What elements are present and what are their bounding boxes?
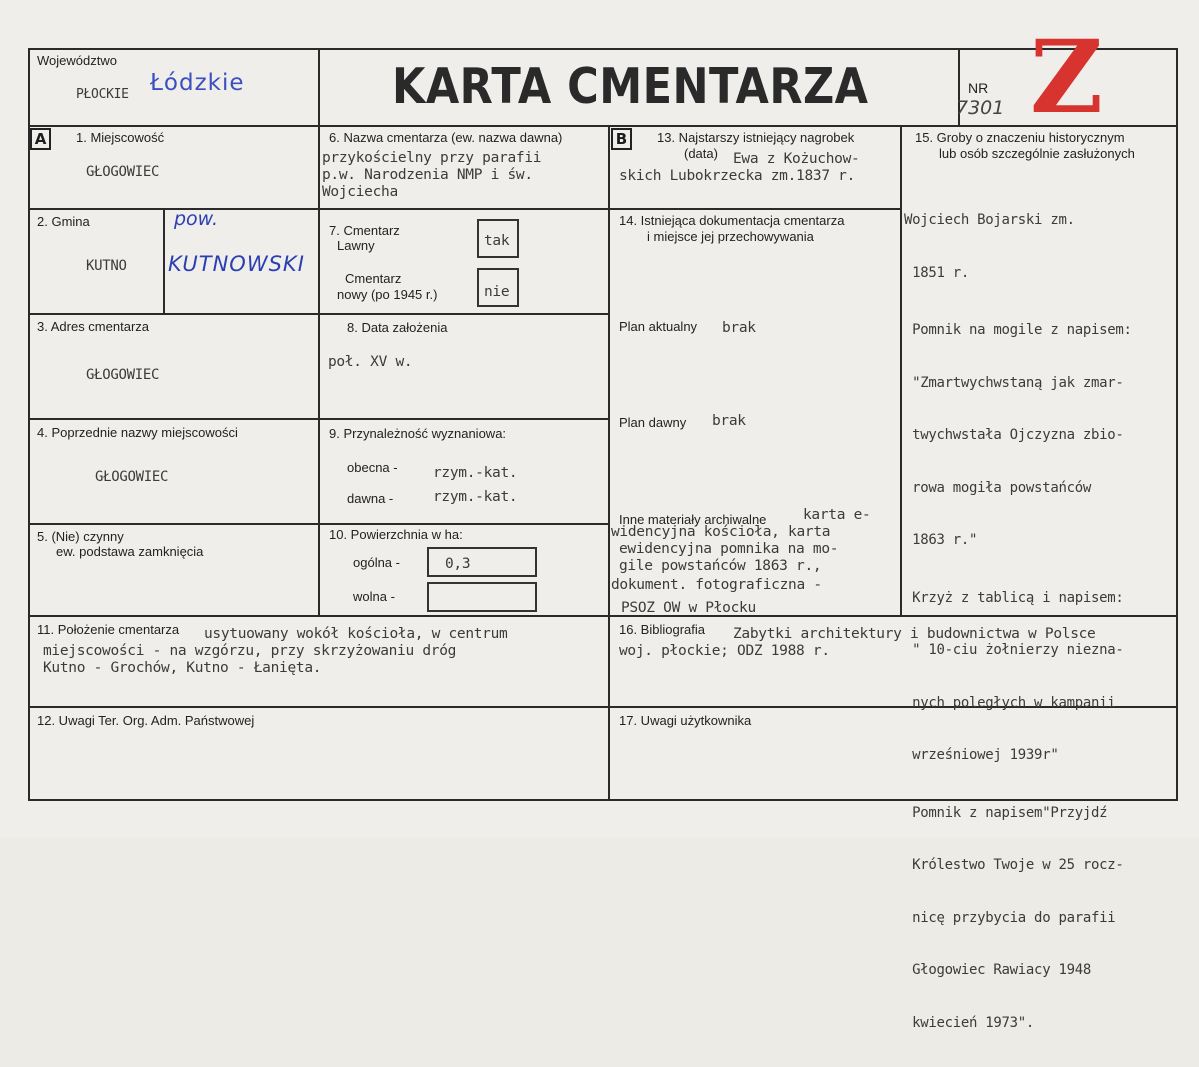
row-line-6 [318,208,608,210]
nr-value: 7301 [956,97,1005,119]
f6-value-3: Wojciecha [322,184,398,200]
wojewodztwo-stamp: Łódzkie [150,70,245,96]
f7-label-1: 7. Cmentarz [329,223,400,238]
f11-value-1: usytuowany wokół kościoła, w centrum [204,626,508,642]
f14-inne-4: gile powstańców 1863 r., [619,558,822,574]
section-a-marker: A [30,128,51,150]
f4-label: 4. Poprzednie nazwy miejscowości [37,425,238,440]
f6-label: 6. Nazwa cmentarza (ew. nazwa dawna) [329,130,563,145]
f10-ogolna-label: ogólna - [353,555,400,570]
f2-label: 2. Gmina [37,214,90,229]
category-letter: Z [1030,18,1103,136]
f7-label-2: Lawny [337,238,375,253]
card-title: KARTA CMENTARZA [392,58,869,115]
f15-line: Krzyż z tablicą i napisem: [904,589,1124,606]
f3-value: GŁOGOWIEC [86,367,160,383]
f2-pow-label: pow. [174,208,219,230]
f10-wolna-box [427,582,537,612]
f13-label-2: (data) [684,146,718,161]
row-line-1 [28,208,318,210]
f7-label-4: nowy (po 1945 r.) [337,287,438,302]
f15-line: Wojciech Bojarski zm. [904,212,1075,228]
f10-label: 10. Powierzchnia w ha: [329,527,463,542]
f14-plan-dawny-value: brak [712,413,746,429]
f9-dawna-value: rzym.-kat. [433,489,518,505]
f15-line: " 10-ciu żołnierzy niezna- [904,642,1124,658]
f10-ogolna-box [427,547,537,577]
f14-plan-akt-value: brak [722,320,756,336]
nr-label: NR [968,80,989,96]
wojewodztwo-typed: PŁOCKIE [76,87,129,102]
f14-inne-5: dokument. fotograficzna - [611,577,822,593]
row-line-9 [318,523,608,525]
f15-line: 1863 r." [904,532,978,548]
f15-line: nych poległych w kampanii [904,694,1116,711]
f10-wolna-label: wolna - [353,589,395,604]
f1-value: GŁOGOWIEC [86,164,160,180]
f9-obecna-label: obecna - [347,460,398,475]
f15-line: 1851 r. [904,264,970,281]
f15-line: Królestwo Twoje w 25 rocz- [904,857,1124,873]
f14-label-2: i miejsce jej przechowywania [647,229,814,244]
f15-line: "Zmartwychwstaną jak zmar- [904,374,1124,391]
section-b-marker: B [611,128,632,150]
col-divider-1 [318,48,320,616]
f3-label: 3. Adres cmentarza [37,319,149,334]
f15-line: Pomnik z napisem"Przyjdź [904,804,1108,821]
f5-label-2: ew. podstawa zamknięcia [56,544,204,559]
f14-plan-akt-label: Plan aktualny [619,319,698,334]
f15-line: Pomnik na mogile z napisem: [904,322,1132,338]
f15-label-1: 15. Groby o znaczeniu historycznym [915,130,1125,145]
f9-label: 9. Przynależność wyznaniowa: [329,426,507,441]
f4-value: GŁOGOWIEC [95,469,169,485]
f15-line: kwiecień 1973". [904,1014,1035,1031]
f15-label-2: lub osób szczególnie zasłużonych [939,146,1135,161]
f15-line: twychwstała Ojczyzna zbio- [904,427,1124,443]
col-divider-2 [608,126,610,801]
f11-label: 11. Położenie cmentarza [37,622,180,637]
row-line-8 [318,418,608,420]
f14-inne-6: PSOZ OW w Płocku [621,600,756,616]
row-line-13 [608,208,900,210]
row-line-7 [318,313,608,315]
f14-inne-3: ewidencyjna pomnika na mo- [619,541,839,557]
wojewodztwo-label: Województwo [37,53,117,68]
frame-top [28,48,1178,50]
f9-obecna-value: rzym.-kat. [433,465,518,481]
f7-value-a: tak [484,233,510,249]
row-line-2 [28,313,318,315]
f5-label-1: 5. (Nie) czynny [37,529,124,544]
f2-value: KUTNO [86,258,127,274]
f14-inne-2: widencyjna kościoła, karta [611,524,831,540]
f12-label: 12. Uwagi Ter. Org. Adm. Państwowej [37,713,255,728]
f11-value-3: Kutno - Grochów, Kutno - Łanięta. [43,660,322,676]
f15-notes [904,177,1132,1067]
f15-line: Głogowiec Rawiacy 1948 [904,962,1091,978]
col-divider-3 [900,126,902,616]
f6-value-2: p.w. Narodzenia NMP i św. [322,167,533,183]
frame-right [1176,48,1178,801]
f8-label: 8. Data założenia [347,320,448,335]
f8-value: poł. XV w. [328,354,413,370]
f6-value-1: przykościelny przy parafii [322,150,542,166]
f10-ogolna-value: 0,3 [445,556,471,572]
f7-value-b: nie [484,284,510,300]
frame-left [28,48,30,801]
f16-value-1: Zabytki architektury i budownictwa w Polsce [733,626,1096,642]
f14-inne-1: karta e- [803,507,871,523]
f16-label: 16. Bibliografia [619,622,705,637]
f1-label: 1. Miejscowość [76,130,165,145]
f2-pow-value: KUTNOWSKI [168,252,305,276]
row-line-3 [28,418,318,420]
f7-label-3: Cmentarz [345,271,402,286]
f13-label-1: 13. Najstarszy istniejący nagrobek [657,130,855,145]
f14-label-1: 14. Istniejąca dokumentacja cmentarza [619,213,845,228]
gmina-pow-divider [163,208,165,313]
f15-line: wrześniowej 1939r" [904,747,1059,763]
f9-dawna-label: dawna - [347,491,394,506]
f14-plan-dawny-label: Plan dawny [619,415,687,430]
f13-value-1: Ewa z Kożuchow- [733,151,860,167]
f14-inne-label: Inne materiały archiwalne [619,512,767,527]
f16-value-2: woj. płockie; ODZ 1988 r. [619,643,830,659]
f11-value-2: miejscowości - na wzgórzu, przy skrzyżowaniu dróg [43,643,457,659]
f15-line: rowa mogiła powstańców [904,479,1091,496]
f17-label: 17. Uwagi użytkownika [619,713,752,728]
row-line-4 [28,523,318,525]
header-divider [28,125,1178,127]
f15-line: nicę przybycia do parafii [904,909,1116,926]
f13-value-2: skich Lubokrzecka zm.1837 r. [619,168,856,184]
